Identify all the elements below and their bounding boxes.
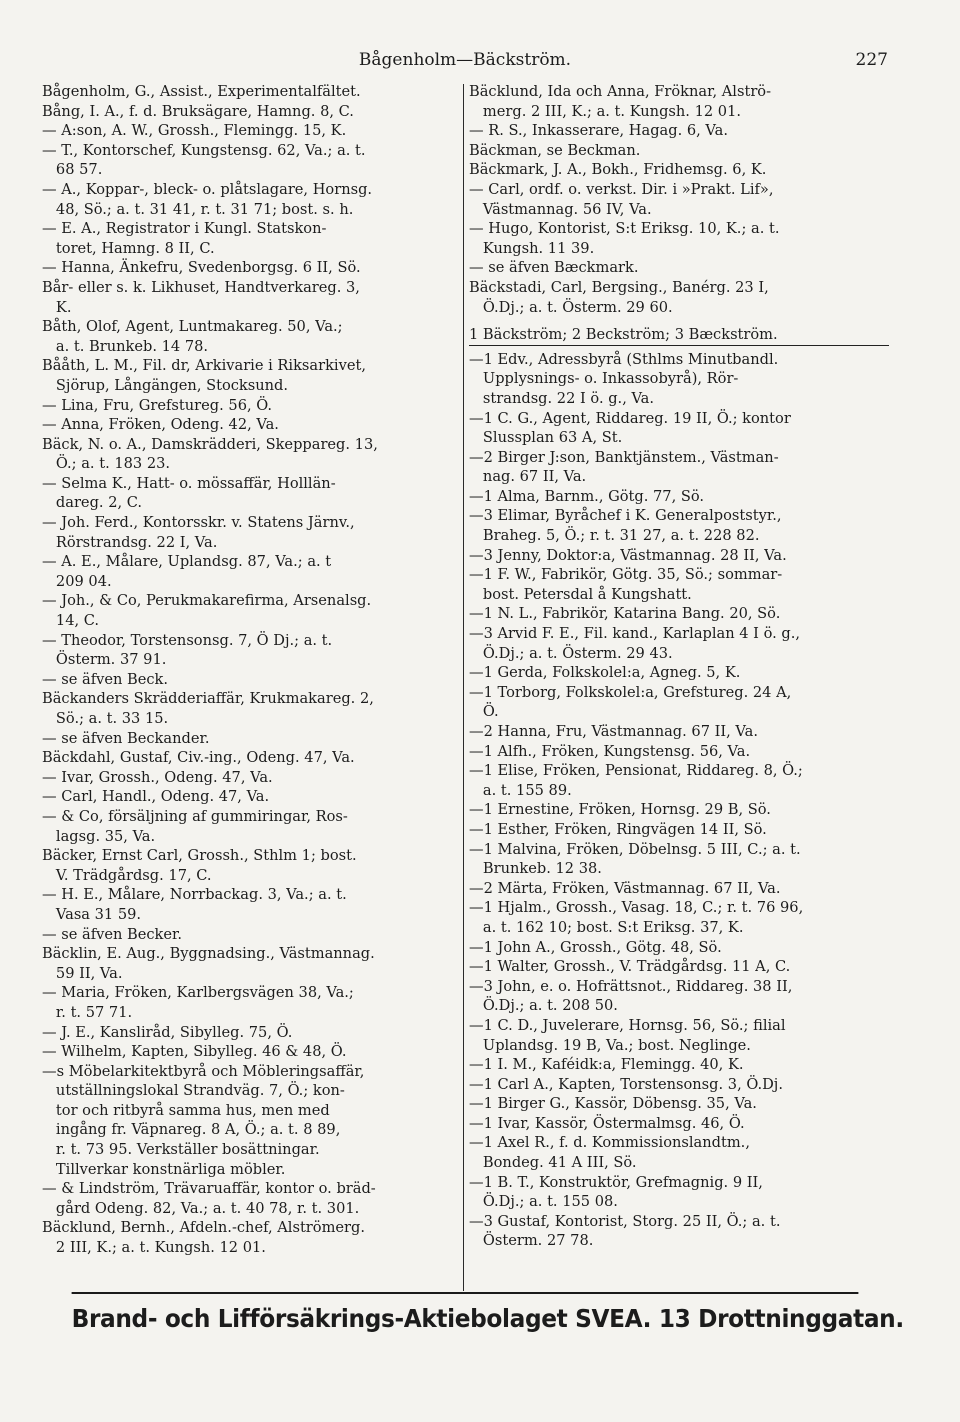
directory-entry-line: Tillverkar konstnärliga möbler.	[42, 1160, 286, 1178]
directory-entry-line: — se äfven Becker.	[42, 925, 183, 943]
directory-entry-line: Bäckstadi, Carl, Bergsing., Banérg. 23 I,	[469, 278, 769, 296]
directory-entry-line: —3 John, e. o. Hofrättsnot., Riddareg. 38 II,	[469, 977, 793, 995]
directory-entry-line: r. t. 57 71.	[42, 1003, 133, 1021]
running-head	[42, 50, 888, 76]
directory-entry-line: —1 Walter, Grossh., V. Trädgårdsg. 11 A, C.	[469, 958, 791, 976]
directory-entry-line: — Joh. Ferd., Kontorsskr. v. Statens Järnv.,	[42, 514, 355, 532]
directory-entry-line: Ö.Dj.; a. t. Österm. 29 43.	[469, 644, 673, 662]
directory-entry-line: Bäcklund, Ida och Anna, Fröknar, Alströ-	[469, 83, 772, 100]
directory-entry-line: —2 Märta, Fröken, Västmannag. 67 II, Va.	[469, 879, 781, 897]
directory-entry-line: Bäckmark, J. A., Bokh., Fridhemsg. 6, K.	[469, 161, 767, 179]
directory-entry-line: — E. A., Registrator i Kungl. Statskon-	[42, 220, 327, 238]
directory-entry-line: Slussplan 63 A, St.	[469, 429, 623, 447]
section-spacer	[469, 317, 889, 325]
directory-entry-line: Bäckdahl, Gustaf, Civ.-ing., Odeng. 47, Va.	[42, 749, 355, 767]
directory-entry-line: Bår- eller s. k. Likhuset, Handtverkareg. 3,	[42, 278, 360, 296]
directory-entry-line: Upplysnings- o. Inkassobyrå), Rör-	[469, 370, 739, 388]
directory-entry-line: Bondeg. 41 A III, Sö.	[469, 1154, 637, 1172]
directory-entry-line: — Joh., & Co, Perukmakarefirma, Arsenalsg.	[42, 592, 372, 610]
directory-entry-line: — R. S., Inkasserare, Hagag. 6, Va.	[469, 122, 728, 140]
directory-entry-line: Bäck, N. o. A., Damskrädderi, Skeppareg. 13,	[42, 435, 378, 453]
directory-entry-line: — Ivar, Grossh., Odeng. 47, Va.	[42, 768, 273, 786]
directory-entry-line: Ö.Dj.; a. t. 155 08.	[469, 1193, 618, 1211]
directory-entry-line: 48, Sö.; a. t. 31 41, r. t. 31 71; bost. s. h.	[42, 200, 354, 218]
directory-entry-line: — Hanna, Änkefru, Svedenborgsg. 6 II, Sö.	[42, 259, 361, 277]
directory-entry-line: lagsg. 35, Va.	[42, 827, 156, 845]
directory-entry-line: — Selma K., Hatt- o. mössaffär, Holllän-	[42, 474, 336, 492]
directory-entry-line: Ö.; a. t. 183 23.	[42, 455, 171, 473]
directory-entry-line: — se äfven Bæckmark.	[469, 259, 639, 277]
directory-entry-line: — A., Koppar-, bleck- o. plåtslagare, Hornsg.	[42, 180, 373, 198]
directory-entry-line: —2 Birger J:son, Banktjänstem., Västman-	[469, 448, 779, 466]
directory-entry-line: r. t. 73 95. Verkställer bosättningar.	[42, 1141, 320, 1159]
running-head-title: Bågenholm—Bäckström.	[358, 50, 572, 70]
directory-entry-line: Bäckanders Skrädderiaffär, Krukmakareg. 2,	[42, 690, 374, 708]
directory-entry-line: — & Co, försäljning af gummiringar, Ros-	[42, 807, 348, 825]
directory-entry-line: Västmannag. 56 IV, Va.	[469, 200, 652, 218]
directory-entry-line: —1 I. M., Kaféidk:a, Flemingg. 40, K.	[469, 1056, 744, 1074]
directory-entry-line: Bäckman, se Beckman.	[469, 141, 641, 159]
directory-entry-line: —1 Malvina, Fröken, Döbelnsg. 5 III, C.; a. t.	[469, 840, 801, 858]
directory-entry-line: —1 Esther, Fröken, Ringvägen 14 II, Sö.	[469, 820, 767, 838]
directory-entry-line: Ö.	[469, 703, 499, 721]
footer-advertisement: Brand- och Lifförsäkrings-Aktiebolaget SVEA. 13 Drottninggatan.	[72, 1292, 859, 1333]
directory-entry-line: Bång, I. A., f. d. Bruksägare, Hamng. 8, C.	[42, 102, 354, 120]
directory-entry-line: — Lina, Fru, Grefstureg. 56, Ö.	[42, 396, 273, 414]
directory-entry-line: Kungsh. 11 39.	[469, 239, 595, 257]
directory-entry-line: 68 57.	[42, 161, 103, 179]
page-number: 227	[855, 50, 888, 70]
directory-entry-line: Sö.; a. t. 33 15.	[42, 710, 169, 727]
directory-entry-line: Bäcklin, E. Aug., Byggnadsing., Västmannag.	[42, 945, 375, 963]
directory-entry-line: Rörstrandsg. 22 I, Va.	[42, 533, 218, 551]
directory-entry-line: — se äfven Beck.	[42, 670, 169, 688]
directory-entry-line: toret, Hamng. 8 II, C.	[42, 239, 215, 257]
directory-entry-line: utställningslokal Strandväg. 7, Ö.; kon-	[42, 1082, 345, 1100]
directory-entry-line: —1 Axel R., f. d. Kommissionslandtm.,	[469, 1134, 750, 1152]
directory-entry-line: —3 Arvid F. E., Fil. kand., Karlaplan 4 I ö. g.,	[469, 625, 801, 643]
directory-entry-line: ingång fr. Väpnareg. 8 A, Ö.; a. t. 8 89,	[42, 1121, 341, 1139]
directory-entry-line: —1 Edv., Adressbyrå (Sthlms Minutbandl.	[469, 350, 779, 368]
directory-entry-line: —1 Alfh., Fröken, Kungstensg. 56, Va.	[469, 742, 751, 760]
directory-entry-line: —1 Hjalm., Grossh., Vasag. 18, C.; r. t. 76 96,	[469, 899, 804, 917]
directory-entry-line: —3 Elimar, Byråchef i K. Generalpoststyr.,	[469, 507, 782, 525]
directory-entry-line: Österm. 37 91.	[42, 651, 167, 669]
directory-entry-line: Sjörup, Långängen, Stocksund.	[42, 376, 289, 394]
directory-entry-line: —2 Hanna, Fru, Västmannag. 67 II, Va.	[469, 723, 758, 740]
directory-entry-line: —s Möbelarkitektbyrå och Möbleringsaffär,	[42, 1062, 365, 1080]
directory-entry-line: K.	[42, 298, 72, 316]
directory-entry-line: Båth, Olof, Agent, Luntmakareg. 50, Va.;	[42, 318, 343, 336]
directory-entry-line: Uplandsg. 19 B, Va.; bost. Neglinge.	[469, 1036, 751, 1054]
directory-entry-line: a. t. 155 89.	[469, 781, 572, 799]
directory-entry-line: 2 III, K.; a. t. Kungsh. 12 01.	[42, 1239, 266, 1257]
directory-entry-line: — & Lindström, Trävaruaffär, kontor o. bräd-	[42, 1180, 376, 1198]
directory-entry-line: V. Trädgårdsg. 17, C.	[42, 866, 212, 884]
directory-entry-line: —1 C. G., Agent, Riddareg. 19 II, Ö.; kontor	[469, 409, 791, 427]
left-column	[42, 82, 460, 1258]
directory-entry-line: —1 John A., Grossh., Götg. 48, Sö.	[469, 938, 722, 956]
directory-entry-line: Bäcklund, Bernh., Afdeln.-chef, Alströmerg.	[42, 1219, 366, 1237]
directory-entry-line: Brunkeb. 12 38.	[469, 860, 602, 878]
directory-entry-line: strandsg. 22 I ö. g., Va.	[469, 389, 655, 407]
directory-entry-line: — Hugo, Kontorist, S:t Eriksg. 10, K.; a. t.	[469, 220, 780, 238]
directory-entry-line: —1 B. T., Konstruktör, Grefmagnig. 9 II,	[469, 1173, 763, 1191]
directory-entry-line: —1 C. D., Juvelerare, Hornsg. 56, Sö.; filial	[469, 1016, 786, 1034]
directory-entry-line: — J. E., Kansliråd, Sibylleg. 75, Ö.	[42, 1023, 293, 1041]
directory-entry-line: —1 Carl A., Kapten, Torstensonsg. 3, Ö.Dj.	[469, 1075, 783, 1093]
directory-entry-line: —1 Ivar, Kassör, Östermalmsg. 46, Ö.	[469, 1114, 745, 1132]
directory-entry-line: Braheg. 5, Ö.; r. t. 31 27, a. t. 228 82.	[469, 527, 760, 545]
directory-entry-line: — Theodor, Torstensonsg. 7, Ö Dj.; a. t.	[42, 631, 333, 649]
directory-entry-line: Bååth, L. M., Fil. dr, Arkivarie i Riksarkivet,	[42, 357, 366, 375]
column-rule	[463, 84, 464, 1291]
directory-entry-line: —1 Alma, Barnm., Götg. 77, Sö.	[469, 487, 705, 505]
directory-entry-line: — A:son, A. W., Grossh., Flemingg. 15, K.	[42, 122, 347, 140]
directory-entry-line: merg. 2 III, K.; a. t. Kungsh. 12 01.	[469, 102, 742, 120]
directory-entry-line: dareg. 2, C.	[42, 494, 143, 512]
right-column	[469, 82, 889, 1251]
directory-entry-line: Bågenholm, G., Assist., Experimentalfältet.	[42, 83, 361, 100]
directory-entry-line: 14, C.	[42, 612, 100, 630]
directory-entry-line: gård Odeng. 82, Va.; a. t. 40 78, r. t. 301.	[42, 1199, 360, 1217]
directory-entry-line: —1 N. L., Fabrikör, Katarina Bang. 20, Sö.	[469, 605, 781, 623]
directory-entry-line: — Maria, Fröken, Karlbergsvägen 38, Va.;	[42, 984, 354, 1002]
directory-entry-line: —1 F. W., Fabrikör, Götg. 35, Sö.; sommar-	[469, 566, 783, 584]
directory-entry-line: Ö.Dj.; a. t. 208 50.	[469, 997, 618, 1015]
directory-entry-line: 1 Bäckström; 2 Beckström; 3 Bæckström.	[469, 325, 889, 346]
directory-entry-line: — se äfven Beckander.	[42, 729, 210, 747]
directory-entry-line: Ö.Dj.; a. t. Österm. 29 60.	[469, 298, 673, 316]
directory-entry-line: —1 Birger G., Kassör, Döbensg. 35, Va.	[469, 1095, 757, 1113]
directory-entry-line: Österm. 27 78.	[469, 1232, 594, 1250]
directory-entry-line: — Carl, Handl., Odeng. 47, Va.	[42, 788, 270, 806]
directory-entry-line: — Anna, Fröken, Odeng. 42, Va.	[42, 416, 279, 434]
directory-entry-line: bost. Petersdal å Kungshatt.	[469, 585, 692, 603]
directory-entry-line: Vasa 31 59.	[42, 905, 142, 923]
directory-entry-line: —1 Gerda, Folkskolel:a, Agneg. 5, K.	[469, 664, 741, 682]
directory-entry-line: — H. E., Målare, Norrbackag. 3, Va.; a. t.	[42, 886, 347, 904]
directory-entry-line: —3 Jenny, Doktor:a, Västmannag. 28 II, Va.	[469, 546, 787, 564]
directory-entry-line: — A. E., Målare, Uplandsg. 87, Va.; a. t	[42, 553, 332, 571]
directory-entry-line: — Carl, ordf. o. verkst. Dir. i »Prakt. Lif»,	[469, 180, 774, 198]
directory-entry-line: a. t. Brunkeb. 14 78.	[42, 337, 209, 355]
directory-entry-line: —3 Gustaf, Kontorist, Storg. 25 II, Ö.; a. t.	[469, 1212, 781, 1230]
directory-entry-line: — T., Kontorschef, Kungstensg. 62, Va.; a. t.	[42, 141, 366, 159]
directory-entry-line: nag. 67 II, Va.	[469, 468, 587, 486]
directory-entry-line: a. t. 162 10; bost. S:t Eriksg. 37, K.	[469, 918, 744, 936]
directory-entry-line: 209 04.	[42, 572, 112, 590]
directory-entry-line: — Wilhelm, Kapten, Sibylleg. 46 & 48, Ö.	[42, 1043, 347, 1061]
directory-entry-line: —1 Elise, Fröken, Pensionat, Riddareg. 8, Ö.;	[469, 762, 803, 780]
directory-entry-line: —1 Torborg, Folkskolel:a, Grefstureg. 24 A,	[469, 683, 792, 701]
directory-entry-line: 59 II, Va.	[42, 964, 123, 982]
directory-entry-line: Bäcker, Ernst Carl, Grossh., Sthlm 1; bost.	[42, 847, 357, 865]
directory-entry-line: —1 Ernestine, Fröken, Hornsg. 29 B, Sö.	[469, 801, 771, 819]
directory-entry-line: tor och ritbyrå samma hus, men med	[42, 1101, 330, 1119]
